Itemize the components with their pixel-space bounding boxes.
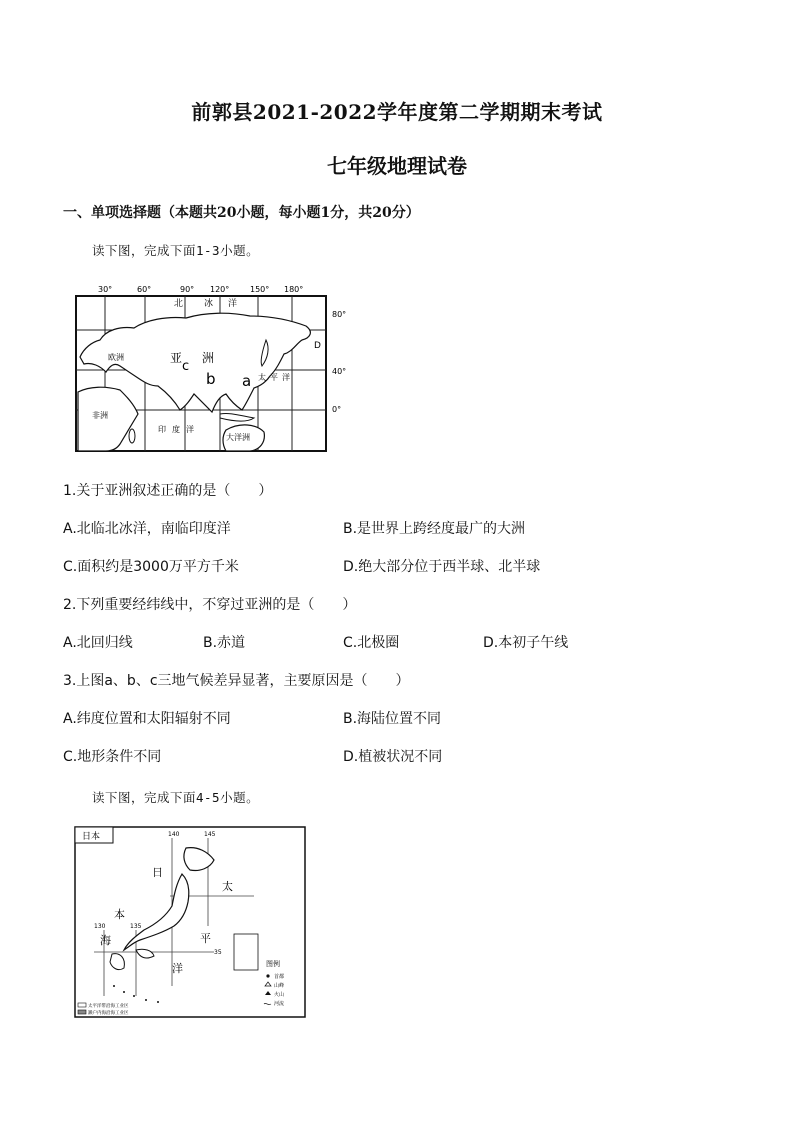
label-oceania: 大洋洲 <box>226 433 250 442</box>
q1-option-a[interactable]: A.北临北冰洋，南临印度洋 <box>63 521 231 537</box>
label-europe: 欧洲 <box>108 353 124 362</box>
capital-icon <box>266 974 269 977</box>
section-heading: 一、单项选择题（本题共20小题，每小题1分，共20分） <box>63 205 420 221</box>
legend-item: 首都 <box>274 974 285 980</box>
label-pacific: 洋 <box>282 373 290 382</box>
lon-label: 120° <box>210 285 230 294</box>
legend-item: 火山 <box>274 992 285 998</box>
coord-label: 140 <box>168 831 180 838</box>
sea-label: 太 <box>222 880 233 893</box>
label-north-ocean: 冰 <box>204 299 214 309</box>
legend-item: 河流 <box>274 1001 285 1007</box>
label-north-ocean: 洋 <box>228 299 238 309</box>
madagascar <box>129 429 135 443</box>
label-point-c: c <box>182 359 190 374</box>
legend-item: 濑户内海沿海工业区 <box>88 1011 129 1016</box>
q2-option-a[interactable]: A.北回归线 <box>63 635 133 651</box>
sea-label: 本 <box>114 908 125 921</box>
question-2-stem: 2.下列重要经纬线中，不穿过亚洲的是（ ） <box>63 597 357 613</box>
lon-label: 90° <box>180 285 195 294</box>
sea-label: 平 <box>200 932 211 945</box>
label-africa: 非洲 <box>92 411 108 420</box>
exam-title: 前郭县2021-2022学年度第二学期期末考试 <box>191 100 603 124</box>
q1-option-d[interactable]: D.绝大部分位于西半球、北半球 <box>343 559 541 575</box>
japan-map <box>74 826 306 1022</box>
sea-label: 海 <box>100 934 111 947</box>
label-asia: 亚 <box>170 351 183 365</box>
sea-label: 洋 <box>172 962 183 975</box>
q3-option-c[interactable]: C.地形条件不同 <box>63 749 162 765</box>
q1-option-c[interactable]: C.面积约是3000万平方千米 <box>63 559 239 575</box>
instruction-q4-5: 读下图，完成下面4-5小题。 <box>92 790 260 805</box>
asia-map <box>70 282 370 462</box>
coord-label: 145 <box>204 831 216 838</box>
coord-label: 135 <box>130 923 142 930</box>
label-point-b: b <box>206 370 216 388</box>
q2-option-c[interactable]: C.北极圈 <box>343 635 400 651</box>
lat-label: 40° <box>332 367 347 376</box>
sea-label: 日 <box>152 866 163 879</box>
coord-label: 130 <box>94 923 106 930</box>
label-north-ocean: 北 <box>174 299 184 309</box>
inset-frame <box>234 934 258 970</box>
label-pacific: 平 <box>270 373 278 382</box>
lat-label: 80° <box>332 310 347 319</box>
question-1-stem: 1.关于亚洲叙述正确的是（ ） <box>63 483 273 499</box>
label-indian-ocean: 印 <box>158 425 166 434</box>
coord-label: 35 <box>214 949 222 956</box>
q1-option-b[interactable]: B.是世界上跨经度最广的大洲 <box>343 521 526 537</box>
legend-swatch <box>78 1010 86 1014</box>
label-indian-ocean: 洋 <box>186 425 194 434</box>
instruction-q1-3: 读下图，完成下面1-3小题。 <box>92 243 260 258</box>
q2-option-b[interactable]: B.赤道 <box>203 635 246 651</box>
lat-label: 0° <box>332 405 342 414</box>
lon-label: 30° <box>98 285 113 294</box>
q3-option-d[interactable]: D.植被状况不同 <box>343 749 443 765</box>
lon-label: 60° <box>137 285 152 294</box>
legend-item: 山峰 <box>274 983 285 989</box>
lon-label: 180° <box>284 285 304 294</box>
question-3-stem: 3.上图a、b、c三地气候差异显著，主要原因是（ ） <box>63 673 410 689</box>
label-asia: 洲 <box>202 351 215 365</box>
legend-item: 太平洋带沿海工业区 <box>88 1004 129 1009</box>
label-point-d: D <box>314 341 321 351</box>
label-indian-ocean: 度 <box>172 425 180 434</box>
q3-option-b[interactable]: B.海陆位置不同 <box>343 711 442 727</box>
q2-option-d[interactable]: D.本初子午线 <box>483 635 569 651</box>
label-point-a: a <box>242 372 252 390</box>
legend-title: 图例 <box>266 960 280 968</box>
map-title: 日本 <box>82 832 101 842</box>
q3-option-a[interactable]: A.纬度位置和太阳辐射不同 <box>63 711 231 727</box>
exam-subtitle: 七年级地理试卷 <box>327 154 467 178</box>
label-pacific: 太 <box>258 373 266 382</box>
legend-swatch <box>78 1003 86 1007</box>
lon-label: 150° <box>250 285 270 294</box>
